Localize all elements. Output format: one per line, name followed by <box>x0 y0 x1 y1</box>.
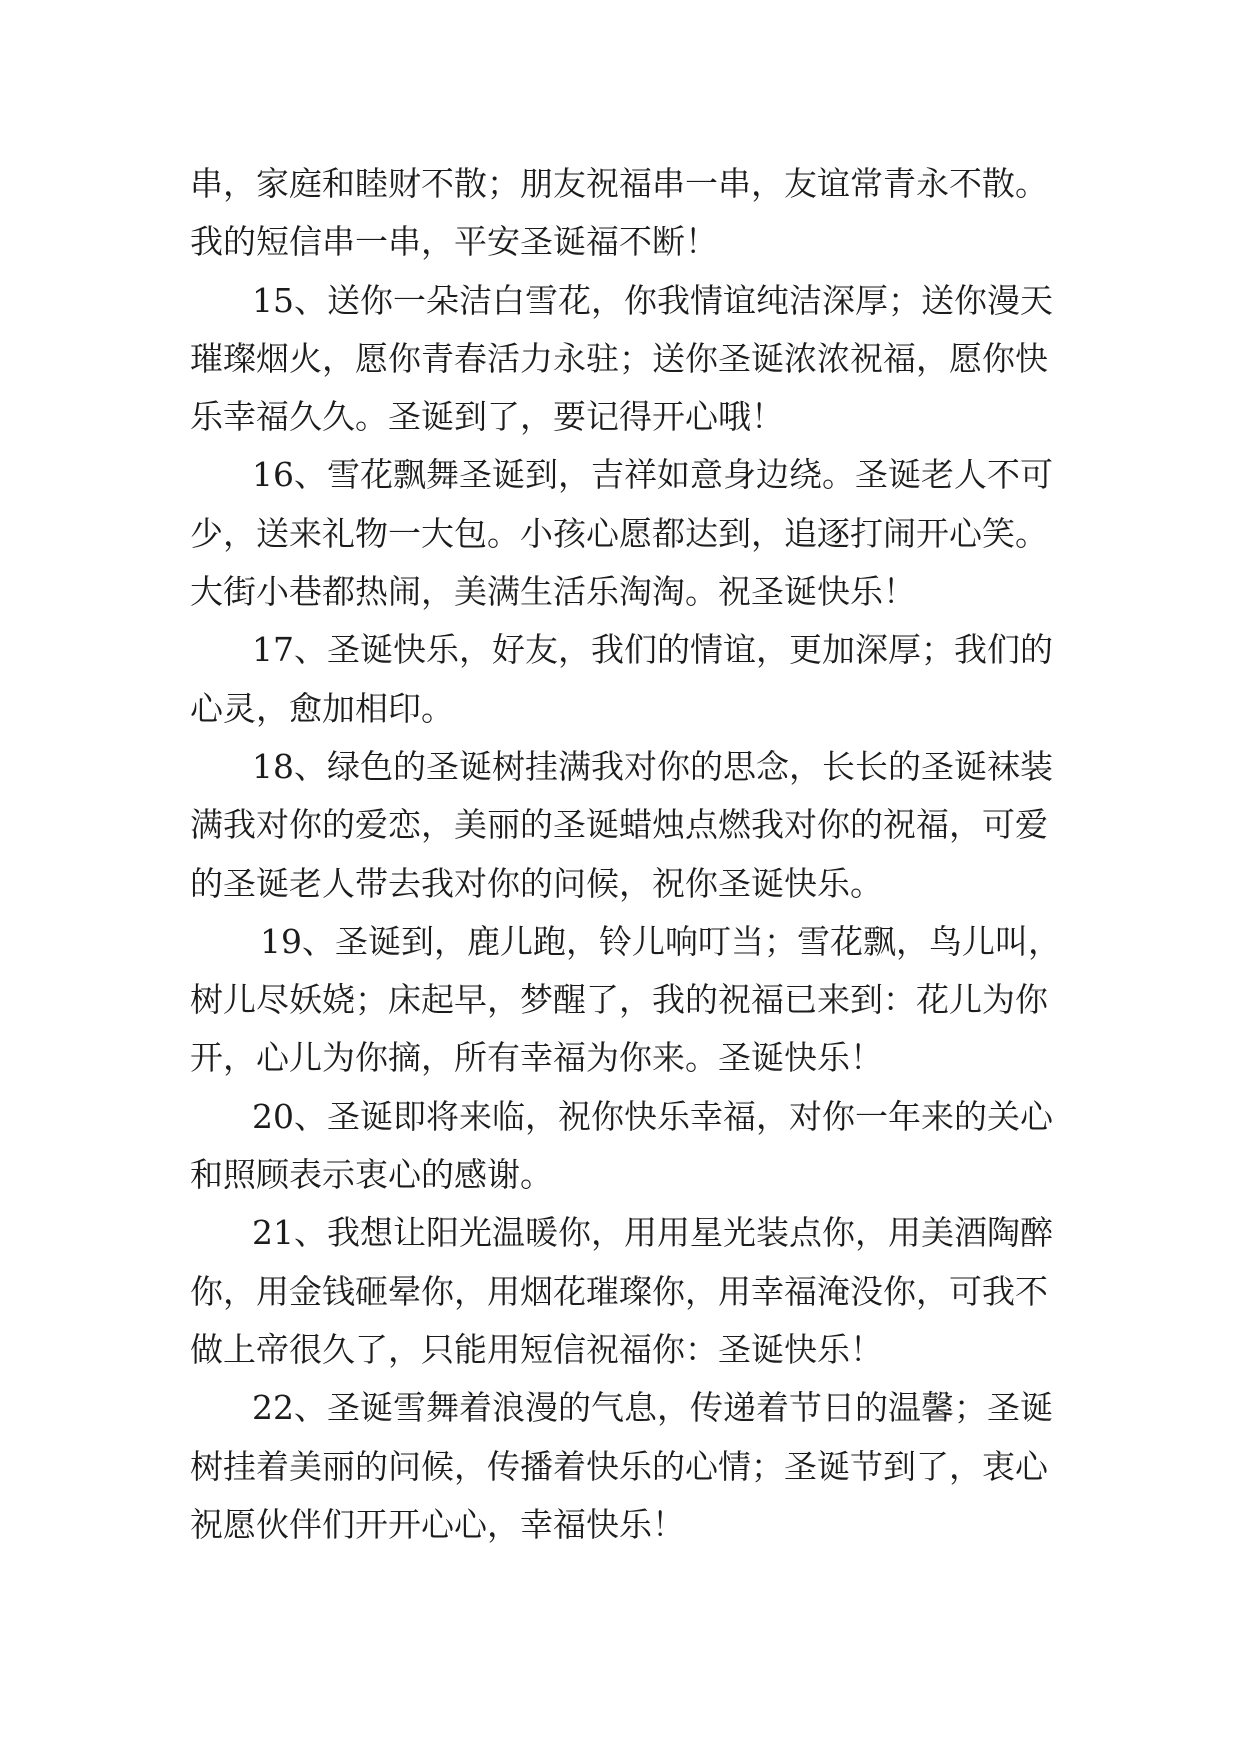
text-line: 心灵，愈加相印。 <box>190 688 454 728</box>
paragraph-21 <box>190 1204 1070 1379</box>
text-line: 大街小巷都热闹，美满生活乐淘淘。祝圣诞快乐！ <box>190 572 916 612</box>
paragraph-19 <box>190 913 1070 1088</box>
text-line: 做上帝很久了，只能用短信祝福你：圣诞快乐！ <box>190 1329 883 1369</box>
text-line: 开，心儿为你摘，所有幸福为你来。圣诞快乐！ <box>190 1038 883 1078</box>
text-line: 我的短信串一串，平安圣诞福不断！ <box>190 222 718 262</box>
paragraph-continuation <box>190 155 1070 272</box>
paragraph-16 <box>190 446 1070 621</box>
document-body <box>190 155 1070 1554</box>
text-line: 和照顾表示衷心的感谢。 <box>190 1155 553 1195</box>
text-line: 16、雪花飘舞圣诞到，吉祥如意身边绕。圣诞老人不可 <box>252 455 1053 495</box>
text-line: 的圣诞老人带去我对你的问候，祝你圣诞快乐。 <box>190 863 883 903</box>
text-line: 璀璨烟火，愿你青春活力永驻；送你圣诞浓浓祝福，愿你快 <box>190 338 1048 378</box>
text-line: 串，家庭和睦财不散；朋友祝福串一串，友谊常青永不散。 <box>190 164 1048 203</box>
paragraph-15 <box>190 272 1070 447</box>
text-line: 20、圣诞即将来临，祝你快乐幸福，对你一年来的关心 <box>252 1096 1053 1136</box>
text-line: 你，用金钱砸晕你，用烟花璀璨你，用幸福淹没你，可我不 <box>190 1271 1048 1311</box>
text-line: 祝愿伙伴们开开心心，幸福快乐！ <box>190 1504 685 1544</box>
text-line: 17、圣诞快乐，好友，我们的情谊，更加深厚；我们的 <box>252 630 1053 670</box>
text-line: 19、圣诞到，鹿儿跑，铃儿响叮当；雪花飘，鸟儿叫， <box>260 921 1061 961</box>
text-line: 满我对你的爱恋，美丽的圣诞蜡烛点燃我对你的祝福，可爱 <box>190 805 1048 845</box>
text-line: 乐幸福久久。圣诞到了，要记得开心哦！ <box>190 397 784 437</box>
paragraph-20 <box>190 1088 1070 1205</box>
text-line: 22、圣诞雪舞着浪漫的气息，传递着节日的温馨；圣诞 <box>252 1388 1053 1428</box>
text-line: 15、送你一朵洁白雪花，你我情谊纯洁深厚；送你漫天 <box>252 280 1053 320</box>
text-line: 树儿尽妖娆；床起早，梦醒了，我的祝福已来到：花儿为你 <box>190 980 1048 1020</box>
paragraph-17 <box>190 621 1070 738</box>
text-line: 18、绿色的圣诞树挂满我对你的思念，长长的圣诞袜装 <box>252 746 1053 786</box>
text-line: 树挂着美丽的问候，传播着快乐的心情；圣诞节到了，衷心 <box>190 1446 1048 1486</box>
text-line: 少，送来礼物一大包。小孩心愿都达到，追逐打闹开心笑。 <box>190 513 1048 553</box>
text-line: 21、我想让阳光温暖你，用用星光装点你，用美酒陶醉 <box>252 1213 1053 1253</box>
paragraph-18 <box>190 738 1070 913</box>
paragraph-22 <box>190 1379 1070 1554</box>
